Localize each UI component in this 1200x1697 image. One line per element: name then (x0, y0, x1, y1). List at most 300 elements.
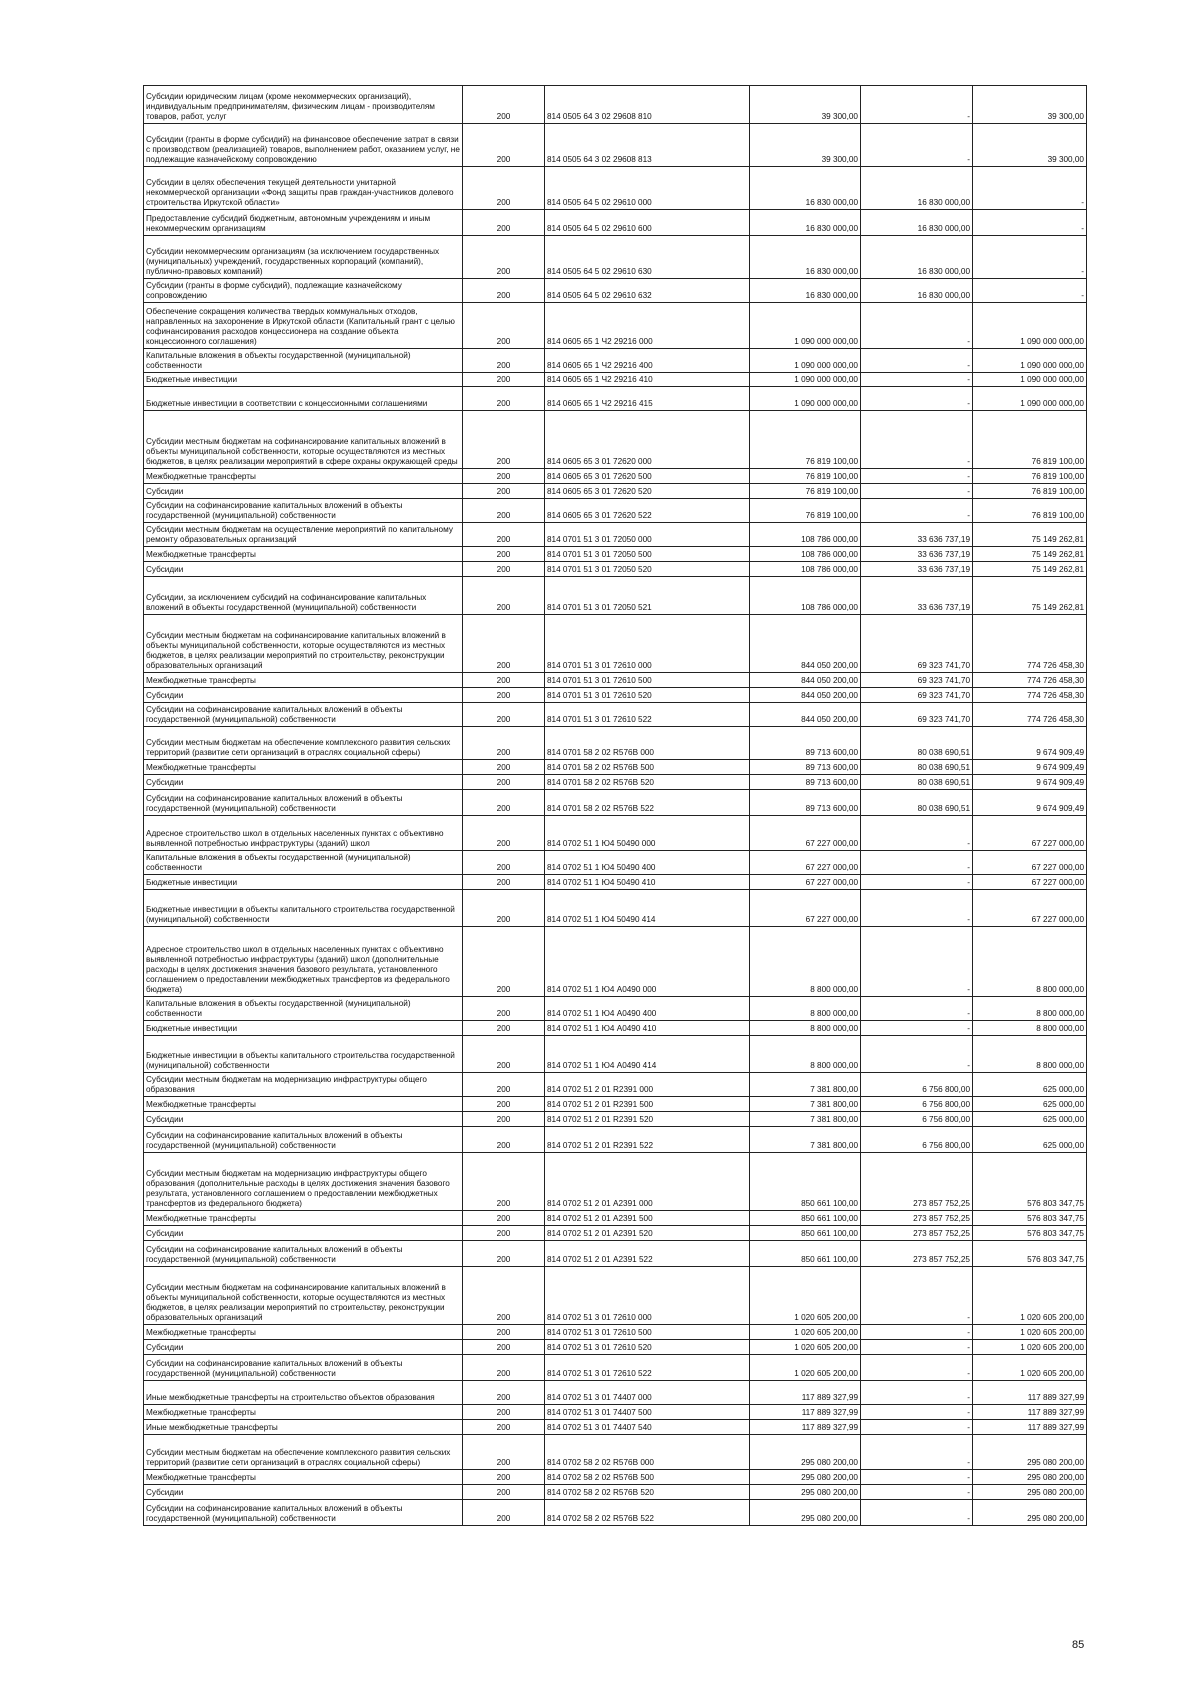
row-kbk-cell: 814 0701 51 3 01 72050 000 (545, 523, 750, 547)
row-value-2-cell: - (861, 387, 973, 411)
row-code-cell: 200 (463, 523, 545, 547)
table-row (144, 577, 1087, 615)
table-row (144, 1325, 1087, 1340)
row-value-3-cell: - (973, 210, 1087, 236)
row-value-1-cell: 844 050 200,00 (750, 673, 861, 688)
row-value-2-cell: 33 636 737,19 (861, 577, 973, 615)
row-code-cell: 200 (463, 411, 545, 469)
row-kbk-cell: 814 0605 65 3 01 72620 520 (545, 484, 750, 499)
row-value-1-cell: 89 713 600,00 (750, 790, 861, 816)
row-kbk-cell: 814 0701 51 3 01 72610 522 (545, 703, 750, 727)
row-value-1-cell: 7 381 800,00 (750, 1127, 861, 1153)
row-value-1-cell: 1 020 605 200,00 (750, 1325, 861, 1340)
row-value-1-cell: 16 830 000,00 (750, 210, 861, 236)
row-code-cell: 200 (463, 469, 545, 484)
row-kbk-cell: 814 0702 51 1 Ю4 А0490 414 (545, 1036, 750, 1073)
row-name-cell: Субсидии местным бюджетам на осуществление мероприятий по капитальному ремонту образовательных организаций (144, 523, 463, 547)
row-value-1-cell: 1 090 000 000,00 (750, 303, 861, 349)
row-code-cell: 200 (463, 373, 545, 387)
row-value-2-cell: - (861, 1405, 973, 1420)
row-value-3-cell: 625 000,00 (973, 1127, 1087, 1153)
budget-table-body (144, 86, 1087, 1526)
row-code-cell: 200 (463, 1500, 545, 1526)
row-kbk-cell: 814 0505 64 3 02 29608 813 (545, 124, 750, 167)
table-row (144, 927, 1087, 997)
row-value-2-cell: - (861, 1036, 973, 1073)
row-value-2-cell: 273 857 752,25 (861, 1241, 973, 1267)
table-row (144, 1420, 1087, 1435)
row-value-1-cell: 117 889 327,99 (750, 1381, 861, 1405)
row-name-cell: Бюджетные инвестиции (144, 875, 463, 890)
row-name-cell: Субсидии в целях обеспечения текущей деятельности унитарной некоммерческой организации «Фонд защиты прав граждан-участников долевого строительства Иркутской области» (144, 167, 463, 210)
row-value-1-cell: 89 713 600,00 (750, 727, 861, 760)
row-code-cell: 200 (463, 1127, 545, 1153)
row-value-3-cell: 39 300,00 (973, 124, 1087, 167)
row-name-cell: Субсидии (144, 562, 463, 577)
row-kbk-cell: 814 0702 51 1 Ю4 А0490 000 (545, 927, 750, 997)
table-row (144, 1073, 1087, 1097)
row-value-2-cell: - (861, 997, 973, 1021)
row-value-2-cell: - (861, 890, 973, 927)
row-name-cell: Межбюджетные трансферты (144, 1325, 463, 1340)
row-value-3-cell: 8 800 000,00 (973, 997, 1087, 1021)
table-row (144, 1153, 1087, 1211)
row-value-3-cell: 67 227 000,00 (973, 816, 1087, 851)
row-code-cell: 200 (463, 349, 545, 373)
row-code-cell: 200 (463, 1021, 545, 1036)
row-value-2-cell: - (861, 349, 973, 373)
row-value-3-cell: - (973, 236, 1087, 279)
row-name-cell: Субсидии местным бюджетам на софинансирование капитальных вложений в объекты муниципальной собственности, которые осуществляются из местных бюджетов, в целях реализации мероприятий по строительству, реконструкции образовательных организаций (144, 615, 463, 673)
row-value-2-cell: 6 756 800,00 (861, 1073, 973, 1097)
row-value-3-cell: 295 080 200,00 (973, 1485, 1087, 1500)
table-row (144, 124, 1087, 167)
row-name-cell: Адресное строительство школ в отдельных населенных пунктах с объективно выявленной потребностью инфраструктуры (зданий) школ (144, 816, 463, 851)
row-code-cell: 200 (463, 547, 545, 562)
row-name-cell: Субсидии (144, 688, 463, 703)
row-name-cell: Межбюджетные трансферты (144, 1211, 463, 1226)
row-code-cell: 200 (463, 688, 545, 703)
row-value-3-cell: 295 080 200,00 (973, 1435, 1087, 1470)
row-kbk-cell: 814 0702 51 3 01 72610 500 (545, 1325, 750, 1340)
row-kbk-cell: 814 0702 51 3 01 72610 000 (545, 1267, 750, 1325)
row-code-cell: 200 (463, 1097, 545, 1112)
row-value-2-cell: 273 857 752,25 (861, 1226, 973, 1241)
row-name-cell: Бюджетные инвестиции (144, 1021, 463, 1036)
row-kbk-cell: 814 0605 65 3 01 72620 522 (545, 499, 750, 523)
row-value-1-cell: 76 819 100,00 (750, 499, 861, 523)
row-name-cell: Субсидии (144, 1112, 463, 1127)
table-row (144, 890, 1087, 927)
row-name-cell: Бюджетные инвестиции в соответствии с концессионными соглашениями (144, 387, 463, 411)
row-name-cell: Обеспечение сокращения количества твердых коммунальных отходов, направленных на захоронение в Иркутской области (Капитальный грант с целью софинансирования расходов концессионера на создание объекта концессионного соглашения) (144, 303, 463, 349)
row-value-3-cell: 625 000,00 (973, 1097, 1087, 1112)
row-value-2-cell: 80 038 690,51 (861, 775, 973, 790)
row-value-2-cell: 6 756 800,00 (861, 1097, 973, 1112)
row-value-1-cell: 16 830 000,00 (750, 279, 861, 303)
row-code-cell: 200 (463, 1381, 545, 1405)
row-kbk-cell: 814 0702 51 1 Ю4 50490 000 (545, 816, 750, 851)
row-value-3-cell: 774 726 458,30 (973, 703, 1087, 727)
row-value-1-cell: 8 800 000,00 (750, 927, 861, 997)
row-code-cell: 200 (463, 1226, 545, 1241)
table-row (144, 236, 1087, 279)
row-value-3-cell: 1 090 000 000,00 (973, 373, 1087, 387)
row-value-2-cell: 69 323 741,70 (861, 703, 973, 727)
row-value-3-cell: 76 819 100,00 (973, 411, 1087, 469)
table-row (144, 851, 1087, 875)
table-row (144, 703, 1087, 727)
row-code-cell: 200 (463, 673, 545, 688)
row-name-cell: Субсидии местным бюджетам на обеспечение комплексного развития сельских территорий (развитие сети организаций в отраслях социальной сферы) (144, 727, 463, 760)
row-name-cell: Субсидии на софинансирование капитальных вложений в объекты государственной (муниципальной) собственности (144, 1127, 463, 1153)
row-name-cell: Межбюджетные трансферты (144, 1097, 463, 1112)
row-name-cell: Субсидии на софинансирование капитальных вложений в объекты государственной (муниципальной) собственности (144, 499, 463, 523)
row-value-3-cell: - (973, 279, 1087, 303)
row-value-3-cell: 1 020 605 200,00 (973, 1340, 1087, 1355)
table-row (144, 688, 1087, 703)
row-name-cell: Субсидии, за исключением субсидий на софинансирование капитальных вложений в объекты государственной (муниципальной) собственности (144, 577, 463, 615)
row-name-cell: Субсидии на софинансирование капитальных вложений в объекты государственной (муниципальной) собственности (144, 703, 463, 727)
row-kbk-cell: 814 0505 64 5 02 29610 000 (545, 167, 750, 210)
row-value-2-cell: 273 857 752,25 (861, 1153, 973, 1211)
row-name-cell: Межбюджетные трансферты (144, 1405, 463, 1420)
row-value-2-cell: - (861, 1470, 973, 1485)
row-code-cell: 200 (463, 124, 545, 167)
table-row (144, 210, 1087, 236)
row-kbk-cell: 814 0605 65 1 Ч2 29216 410 (545, 373, 750, 387)
row-value-1-cell: 76 819 100,00 (750, 484, 861, 499)
table-row (144, 1127, 1087, 1153)
row-value-3-cell: 67 227 000,00 (973, 851, 1087, 875)
row-kbk-cell: 814 0605 65 1 Ч2 29216 415 (545, 387, 750, 411)
row-value-2-cell: - (861, 484, 973, 499)
row-value-2-cell: - (861, 411, 973, 469)
row-value-2-cell: - (861, 927, 973, 997)
row-value-2-cell: 16 830 000,00 (861, 210, 973, 236)
row-value-1-cell: 850 661 100,00 (750, 1226, 861, 1241)
row-code-cell: 200 (463, 499, 545, 523)
row-value-1-cell: 67 227 000,00 (750, 851, 861, 875)
row-value-2-cell: 16 830 000,00 (861, 236, 973, 279)
row-name-cell: Субсидии (144, 484, 463, 499)
row-value-1-cell: 108 786 000,00 (750, 523, 861, 547)
row-code-cell: 200 (463, 1153, 545, 1211)
row-kbk-cell: 814 0701 51 3 01 72610 500 (545, 673, 750, 688)
row-value-3-cell: 67 227 000,00 (973, 890, 1087, 927)
row-name-cell: Субсидии местным бюджетам на софинансирование капитальных вложений в объекты муниципальной собственности, которые осуществляются из местных бюджетов, в целях реализации мероприятий в сфере охраны окружающей среды (144, 411, 463, 469)
row-kbk-cell: 814 0605 65 3 01 72620 000 (545, 411, 750, 469)
table-row (144, 411, 1087, 469)
table-row (144, 875, 1087, 890)
row-value-1-cell: 16 830 000,00 (750, 236, 861, 279)
row-code-cell: 200 (463, 703, 545, 727)
row-value-1-cell: 844 050 200,00 (750, 688, 861, 703)
row-code-cell: 200 (463, 875, 545, 890)
row-name-cell: Межбюджетные трансферты (144, 673, 463, 688)
row-name-cell: Субсидии на софинансирование капитальных вложений в объекты государственной (муниципальной) собственности (144, 1241, 463, 1267)
row-value-3-cell: 774 726 458,30 (973, 673, 1087, 688)
table-row (144, 1355, 1087, 1381)
row-value-1-cell: 8 800 000,00 (750, 997, 861, 1021)
row-kbk-cell: 814 0702 51 3 01 74407 000 (545, 1381, 750, 1405)
row-value-3-cell: 295 080 200,00 (973, 1500, 1087, 1526)
row-kbk-cell: 814 0702 51 2 01 А2391 000 (545, 1153, 750, 1211)
row-kbk-cell: 814 0605 65 1 Ч2 29216 400 (545, 349, 750, 373)
row-value-1-cell: 16 830 000,00 (750, 167, 861, 210)
row-name-cell: Субсидии местным бюджетам на модернизацию инфраструктуры общего образования (144, 1073, 463, 1097)
table-row (144, 349, 1087, 373)
row-value-3-cell: 75 149 262,81 (973, 577, 1087, 615)
row-code-cell: 200 (463, 1036, 545, 1073)
row-name-cell: Межбюджетные трансферты (144, 469, 463, 484)
row-kbk-cell: 814 0702 51 2 01 А2391 520 (545, 1226, 750, 1241)
row-code-cell: 200 (463, 1267, 545, 1325)
row-kbk-cell: 814 0702 51 1 Ю4 50490 410 (545, 875, 750, 890)
row-kbk-cell: 814 0701 51 3 01 72050 520 (545, 562, 750, 577)
row-kbk-cell: 814 0701 51 3 01 72610 000 (545, 615, 750, 673)
table-row (144, 1340, 1087, 1355)
row-code-cell: 200 (463, 1325, 545, 1340)
row-name-cell: Субсидии юридическим лицам (кроме некоммерческих организаций), индивидуальным предпринимателям, физическим лицам - производителям товаров, работ, услуг (144, 86, 463, 124)
row-name-cell: Субсидии на софинансирование капитальных вложений в объекты государственной (муниципальной) собственности (144, 1500, 463, 1526)
row-value-2-cell: 6 756 800,00 (861, 1127, 973, 1153)
table-row (144, 469, 1087, 484)
row-value-1-cell: 89 713 600,00 (750, 760, 861, 775)
row-kbk-cell: 814 0505 64 3 02 29608 810 (545, 86, 750, 124)
table-row (144, 790, 1087, 816)
row-value-2-cell: - (861, 1340, 973, 1355)
row-code-cell: 200 (463, 775, 545, 790)
row-value-3-cell: 1 020 605 200,00 (973, 1325, 1087, 1340)
row-value-3-cell: 67 227 000,00 (973, 875, 1087, 890)
row-value-2-cell: - (861, 303, 973, 349)
row-value-3-cell: 1 020 605 200,00 (973, 1355, 1087, 1381)
row-value-3-cell: 625 000,00 (973, 1112, 1087, 1127)
row-value-2-cell: 6 756 800,00 (861, 1112, 973, 1127)
table-row (144, 1500, 1087, 1526)
row-value-1-cell: 76 819 100,00 (750, 411, 861, 469)
table-row (144, 167, 1087, 210)
row-value-2-cell: 33 636 737,19 (861, 547, 973, 562)
table-row (144, 1267, 1087, 1325)
row-kbk-cell: 814 0702 51 3 01 74407 500 (545, 1405, 750, 1420)
row-value-2-cell: - (861, 816, 973, 851)
row-value-3-cell: 9 674 909,49 (973, 760, 1087, 775)
row-value-1-cell: 67 227 000,00 (750, 875, 861, 890)
table-row (144, 760, 1087, 775)
row-name-cell: Капитальные вложения в объекты государственной (муниципальной) собственности (144, 997, 463, 1021)
table-row (144, 1241, 1087, 1267)
row-value-1-cell: 7 381 800,00 (750, 1073, 861, 1097)
row-value-1-cell: 295 080 200,00 (750, 1435, 861, 1470)
row-value-3-cell: 117 889 327,99 (973, 1381, 1087, 1405)
row-name-cell: Адресное строительство школ в отдельных населенных пунктах с объективно выявленной потребностью инфраструктуры (зданий) школ (дополнительные расходы в целях достижения значения базового результата, установленного соглашением о предоставлении межбюджетных трансфертов из федерального бюджета) (144, 927, 463, 997)
row-name-cell: Межбюджетные трансферты (144, 547, 463, 562)
row-value-3-cell: 76 819 100,00 (973, 469, 1087, 484)
row-value-3-cell: - (973, 167, 1087, 210)
row-name-cell: Бюджетные инвестиции в объекты капитального строительства государственной (муниципальной) собственности (144, 890, 463, 927)
row-kbk-cell: 814 0701 58 2 02 R576В 520 (545, 775, 750, 790)
table-row (144, 1211, 1087, 1226)
row-value-1-cell: 1 020 605 200,00 (750, 1340, 861, 1355)
row-name-cell: Иные межбюджетные трансферты на строительство объектов образования (144, 1381, 463, 1405)
row-name-cell: Субсидии (144, 775, 463, 790)
row-code-cell: 200 (463, 387, 545, 411)
row-value-1-cell: 7 381 800,00 (750, 1112, 861, 1127)
row-value-3-cell: 576 803 347,75 (973, 1153, 1087, 1211)
row-name-cell: Субсидии (гранты в форме субсидий) на финансовое обеспечение затрат в связи с производством (реализацией) товаров, выполнением работ, оказанием услуг, не подлежащие казначейскому сопровождению (144, 124, 463, 167)
table-row (144, 615, 1087, 673)
row-name-cell: Субсидии некоммерческим организациям (за исключением государственных (муниципальных) учреждений, государственных корпораций (компаний), публично-правовых компаний) (144, 236, 463, 279)
row-value-1-cell: 844 050 200,00 (750, 615, 861, 673)
row-value-2-cell: 69 323 741,70 (861, 688, 973, 703)
row-value-1-cell: 850 661 100,00 (750, 1241, 861, 1267)
row-kbk-cell: 814 0702 51 3 01 74407 540 (545, 1420, 750, 1435)
row-kbk-cell: 814 0702 51 3 01 72610 522 (545, 1355, 750, 1381)
row-code-cell: 200 (463, 851, 545, 875)
row-value-3-cell: 117 889 327,99 (973, 1420, 1087, 1435)
row-name-cell: Субсидии на софинансирование капитальных вложений в объекты государственной (муниципальной) собственности (144, 1355, 463, 1381)
row-value-1-cell: 8 800 000,00 (750, 1036, 861, 1073)
row-name-cell: Предоставление субсидий бюджетным, автономным учреждениям и иным некоммерческим организациям (144, 210, 463, 236)
row-value-2-cell: 80 038 690,51 (861, 727, 973, 760)
row-kbk-cell: 814 0702 51 1 Ю4 50490 400 (545, 851, 750, 875)
row-value-1-cell: 295 080 200,00 (750, 1485, 861, 1500)
row-value-3-cell: 8 800 000,00 (973, 1021, 1087, 1036)
row-value-2-cell: 33 636 737,19 (861, 562, 973, 577)
row-value-2-cell: - (861, 1435, 973, 1470)
row-code-cell: 200 (463, 816, 545, 851)
row-name-cell: Субсидии (144, 1226, 463, 1241)
row-value-3-cell: 1 090 000 000,00 (973, 387, 1087, 411)
row-value-3-cell: 1 020 605 200,00 (973, 1267, 1087, 1325)
row-value-1-cell: 8 800 000,00 (750, 1021, 861, 1036)
table-row (144, 816, 1087, 851)
table-row (144, 1470, 1087, 1485)
row-name-cell: Капитальные вложения в объекты государственной (муниципальной) собственности (144, 349, 463, 373)
row-value-3-cell: 576 803 347,75 (973, 1226, 1087, 1241)
row-code-cell: 200 (463, 279, 545, 303)
row-kbk-cell: 814 0701 58 2 02 R576В 000 (545, 727, 750, 760)
table-row (144, 387, 1087, 411)
row-value-1-cell: 89 713 600,00 (750, 775, 861, 790)
row-name-cell: Субсидии на софинансирование капитальных вложений в объекты государственной (муниципальной) собственности (144, 790, 463, 816)
row-value-2-cell: - (861, 1021, 973, 1036)
row-value-3-cell: 9 674 909,49 (973, 790, 1087, 816)
page-number: 85 (1072, 1639, 1085, 1651)
row-code-cell: 200 (463, 927, 545, 997)
row-code-cell: 200 (463, 1355, 545, 1381)
row-value-1-cell: 295 080 200,00 (750, 1500, 861, 1526)
row-value-3-cell: 625 000,00 (973, 1073, 1087, 1097)
row-value-2-cell: 33 636 737,19 (861, 523, 973, 547)
table-row (144, 523, 1087, 547)
row-kbk-cell: 814 0702 51 2 01 R2391 000 (545, 1073, 750, 1097)
row-kbk-cell: 814 0702 51 2 01 R2391 500 (545, 1097, 750, 1112)
row-code-cell: 200 (463, 236, 545, 279)
row-value-3-cell: 576 803 347,75 (973, 1211, 1087, 1226)
row-name-cell: Межбюджетные трансферты (144, 1470, 463, 1485)
table-row (144, 727, 1087, 760)
row-name-cell: Субсидии (144, 1485, 463, 1500)
row-value-2-cell: - (861, 1500, 973, 1526)
table-row (144, 1036, 1087, 1073)
row-code-cell: 200 (463, 790, 545, 816)
row-value-2-cell: - (861, 373, 973, 387)
row-kbk-cell: 814 0702 58 2 02 R576В 500 (545, 1470, 750, 1485)
table-row (144, 997, 1087, 1021)
table-row (144, 499, 1087, 523)
row-value-3-cell: 76 819 100,00 (973, 484, 1087, 499)
row-code-cell: 200 (463, 1470, 545, 1485)
row-value-2-cell: - (861, 1355, 973, 1381)
table-row (144, 86, 1087, 124)
row-value-3-cell: 76 819 100,00 (973, 499, 1087, 523)
row-kbk-cell: 814 0702 51 3 01 72610 520 (545, 1340, 750, 1355)
row-value-1-cell: 117 889 327,99 (750, 1420, 861, 1435)
row-code-cell: 200 (463, 997, 545, 1021)
row-value-3-cell: 75 149 262,81 (973, 562, 1087, 577)
row-value-2-cell: - (861, 1485, 973, 1500)
row-value-1-cell: 1 020 605 200,00 (750, 1355, 861, 1381)
row-kbk-cell: 814 0702 51 2 01 А2391 522 (545, 1241, 750, 1267)
row-kbk-cell: 814 0505 64 5 02 29610 630 (545, 236, 750, 279)
row-value-2-cell: 273 857 752,25 (861, 1211, 973, 1226)
row-value-2-cell: 69 323 741,70 (861, 673, 973, 688)
row-name-cell: Субсидии местным бюджетам на обеспечение комплексного развития сельских территорий (развитие сети организаций в отраслях социальной сферы) (144, 1435, 463, 1470)
row-code-cell: 200 (463, 1435, 545, 1470)
row-code-cell: 200 (463, 577, 545, 615)
row-code-cell: 200 (463, 1073, 545, 1097)
row-value-1-cell: 7 381 800,00 (750, 1097, 861, 1112)
row-kbk-cell: 814 0702 58 2 02 R576В 520 (545, 1485, 750, 1500)
table-row (144, 1021, 1087, 1036)
row-value-2-cell: 69 323 741,70 (861, 615, 973, 673)
row-kbk-cell: 814 0701 58 2 02 R576В 500 (545, 760, 750, 775)
row-value-3-cell: 1 090 000 000,00 (973, 303, 1087, 349)
row-name-cell: Иные межбюджетные трансферты (144, 1420, 463, 1435)
table-row (144, 1485, 1087, 1500)
row-value-3-cell: 774 726 458,30 (973, 688, 1087, 703)
row-value-1-cell: 850 661 100,00 (750, 1211, 861, 1226)
row-kbk-cell: 814 0702 51 1 Ю4 50490 414 (545, 890, 750, 927)
row-value-3-cell: 75 149 262,81 (973, 547, 1087, 562)
row-name-cell: Бюджетные инвестиции в объекты капитального строительства государственной (муниципальной) собственности (144, 1036, 463, 1073)
row-value-1-cell: 108 786 000,00 (750, 577, 861, 615)
row-value-2-cell: 80 038 690,51 (861, 760, 973, 775)
row-code-cell: 200 (463, 1241, 545, 1267)
table-row (144, 1112, 1087, 1127)
row-value-2-cell: - (861, 124, 973, 167)
row-code-cell: 200 (463, 727, 545, 760)
row-value-3-cell: 9 674 909,49 (973, 727, 1087, 760)
row-code-cell: 200 (463, 303, 545, 349)
row-value-3-cell: 774 726 458,30 (973, 615, 1087, 673)
row-value-1-cell: 108 786 000,00 (750, 562, 861, 577)
row-name-cell: Бюджетные инвестиции (144, 373, 463, 387)
row-code-cell: 200 (463, 1420, 545, 1435)
row-kbk-cell: 814 0702 58 2 02 R576В 000 (545, 1435, 750, 1470)
row-name-cell: Субсидии местным бюджетам на модернизацию инфраструктуры общего образования (дополнительные расходы в целях достижения значения базового результата, установленного соглашением о предоставлении межбюджетных трансфертов из федерального бюджета) (144, 1153, 463, 1211)
row-code-cell: 200 (463, 1112, 545, 1127)
table-row (144, 673, 1087, 688)
row-code-cell: 200 (463, 1340, 545, 1355)
row-kbk-cell: 814 0701 51 3 01 72050 500 (545, 547, 750, 562)
row-value-1-cell: 1 090 000 000,00 (750, 373, 861, 387)
table-row (144, 547, 1087, 562)
row-value-1-cell: 850 661 100,00 (750, 1153, 861, 1211)
